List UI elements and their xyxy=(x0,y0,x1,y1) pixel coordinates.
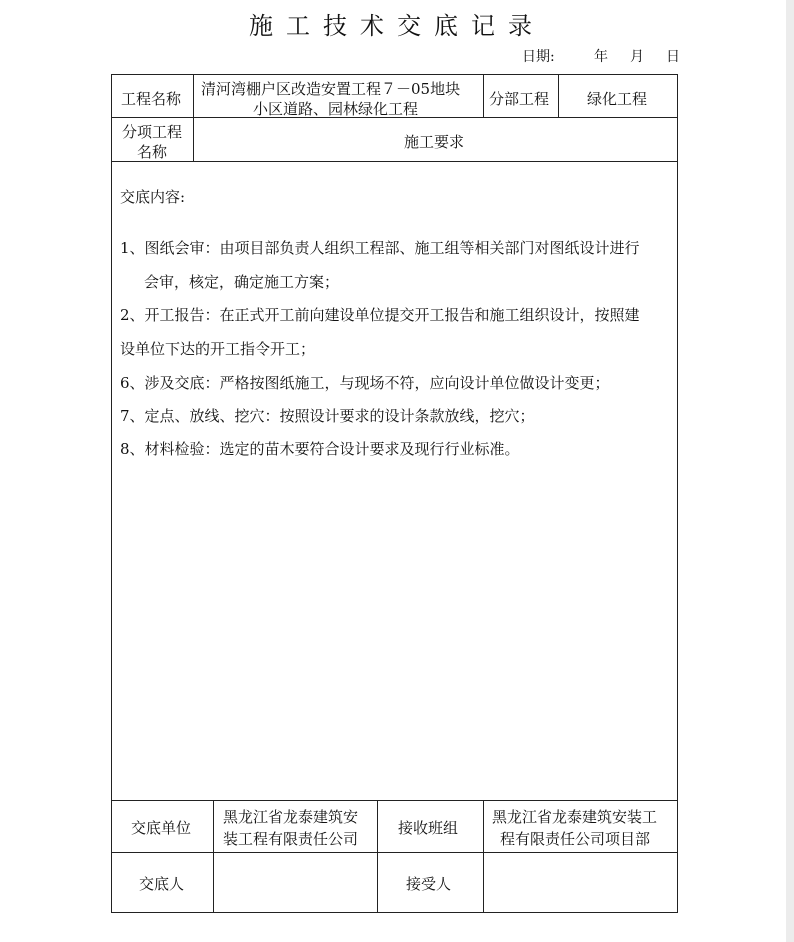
receiving-team-label: 接收班组 xyxy=(398,819,459,837)
content-item: 8、材料检验：选定的苗木要符合设计要求及现行行业标准。 xyxy=(120,440,520,458)
month-label: 月 xyxy=(630,49,644,65)
date-label: 日期: xyxy=(522,49,555,65)
division-value: 绿化工程 xyxy=(587,90,648,108)
year-label: 年 xyxy=(594,49,608,65)
project-name-value-line2: 小区道路、园林绿化工程 xyxy=(253,100,419,118)
project-name-label: 工程名称 xyxy=(121,90,182,108)
content-item: 1、图纸会审：由项目部负责人组织工程部、施工组等相关部门对图纸设计进行 xyxy=(120,239,640,257)
division-label: 分部工程 xyxy=(489,90,550,108)
receiving-team-value-line1: 黑龙江省龙泰建筑安装工 xyxy=(492,808,658,826)
content-item: 设单位下达的开工指令开工； xyxy=(120,340,316,358)
disclosing-unit-label: 交底单位 xyxy=(131,819,192,837)
content-item: 7、定点、放线、挖穴：按照设计要求的设计条款放线，挖穴； xyxy=(120,407,535,425)
subitem-label-line2: 名称 xyxy=(137,143,168,161)
content-heading: 交底内容: xyxy=(120,188,186,206)
receiver-label: 接受人 xyxy=(406,875,452,893)
project-name-value-line1: 清河湾棚户区改造安置工程７－05地块 xyxy=(201,80,461,98)
content-item: 会审，核定，确定施工方案； xyxy=(144,273,340,291)
subitem-value: 施工要求 xyxy=(404,133,465,151)
disclosing-unit-value-line1: 黑龙江省龙泰建筑安 xyxy=(223,808,359,826)
day-label: 日 xyxy=(666,49,680,65)
content-item: 6、涉及交底：严格按图纸施工，与现场不符，应向设计单位做设计变更； xyxy=(120,374,610,392)
subitem-label-line1: 分项工程 xyxy=(122,123,183,141)
content-item: 2、开工报告：在正式开工前向建设单位提交开工报告和施工组织设计，按照建 xyxy=(120,306,640,324)
document-title: 施工技术交底记录 xyxy=(249,12,545,40)
discloser-label: 交底人 xyxy=(139,875,185,893)
receiving-team-value-line2: 程有限责任公司项目部 xyxy=(500,830,651,848)
disclosing-unit-value-line2: 装工程有限责任公司 xyxy=(223,830,359,848)
